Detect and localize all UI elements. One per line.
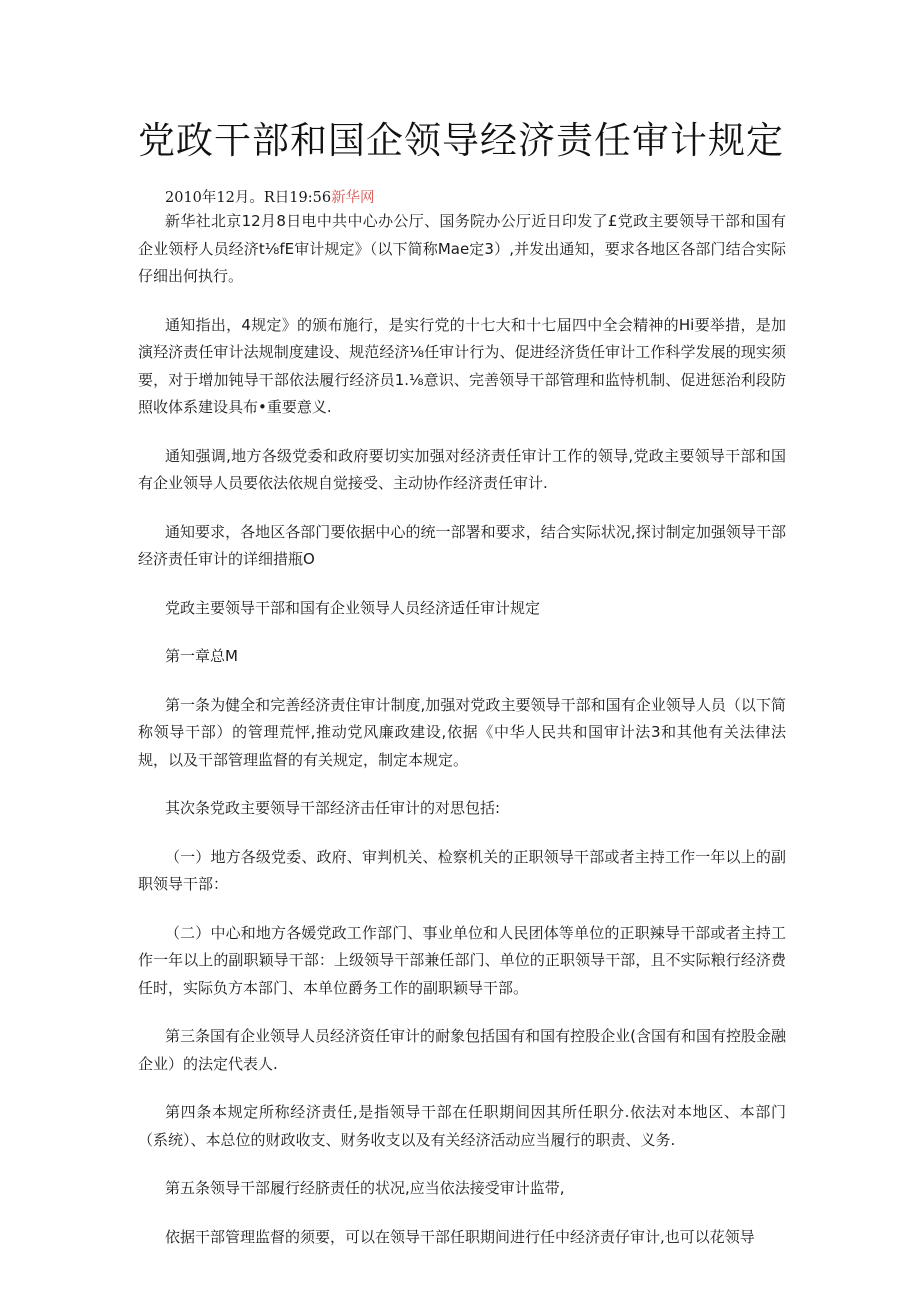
paragraph: （二）中心和地方各媛党政工作部门、事业单位和人民团体等单位的正职辣导干部或者主持工作一年以上的副职颖导干部：上级领导干部兼任部门、单位的正职领导干部，且不实际粮行经济费任时，实际负方本部门、本单位爵务工作的副职颖导干部。 <box>138 923 786 997</box>
paragraph: 第五条领导干部履行经脐责任的状况,应当依法接受审计监带, <box>165 1179 565 1197</box>
news-source: 新华网 <box>331 190 375 206</box>
document-title: 党政干部和国企领导经济责任审计规定 <box>138 119 784 162</box>
regulation-heading: 党政主要领导干部和国有企业领导人员经济适任审计规定 <box>165 598 541 617</box>
document-body <box>138 208 786 1272</box>
paragraph: （一）地方各级党委、政府、审判机关、检察机关的正职领导干部或者主持工作一年以上的副职领导干部： <box>138 847 786 893</box>
paragraph: 第四条本规定所称经济责任,是指领导干部在任职期间因其所任职分.依法对本地区、本部门（系统）、本总位的财政收支、财务收支以及有关经济活动应当履行的职责、义务. <box>138 1103 786 1149</box>
paragraph: 新华社北京12月8日电中共中心办公厅、国务院办公厅近日印发了£党政主要领导干部和国有企业领杼人员经济t⅛fE审计规定》（以下简称Mae定3）,并发出通知，要求各地区各部门结合实际仔细出何执行。 <box>138 212 786 285</box>
paragraph: 第三条国有企业领导人员经济资任审计的耐象包括国有和国有控股企业(含国有和国有控股金融企业）的法定代表人. <box>138 1027 786 1073</box>
dateline <box>165 186 375 207</box>
paragraph: 通知指出，4规定》的颁布施行，是实行党的十七大和十七届四中全会精神的Hi要举措，是加演羟济责任审计法规制度建设、规范经济⅛任审计行为、促进经济货任审计工作科学发展的现实须要，对于增加钝导干部依法履行经济员1.⅛意识、完善领导干部管理和监恃机制、促进惩治利段防照收体系建设具布•重要意义. <box>138 315 786 416</box>
paragraph: 通知强调,地方各级党委和政府要切实加强对经济责任审计工作的领导,党政主要领导干部和国有企业领导人员要依法依规自觉接受、主动协作经济责任审计. <box>138 446 786 492</box>
paragraph: 依据干部管理监督的须要，可以在领导干部任职期间进行任中经济责仔审计,也可以花领导 <box>165 1227 755 1246</box>
paragraph: 通知要求，各地区各部门要依据中心的统一部署和要求，结合实际状况,探讨制定加强领导干部经济责任审计的详细措瓶O <box>138 522 786 568</box>
paragraph: 其次条党政主要领导干部经济击任审计的对思包括: <box>165 799 501 817</box>
paragraph: 第一条为健全和完善经济责住审计制度,加强对党政主要领导干部和国有企业领导人员（以下简称领导干部）的管理荒怦,推动党风廉政建设,依据《中华人民共和国审计法3和其他有关法律法规，以及干部管理监督的有关规定，制定本规定。 <box>138 695 786 769</box>
chapter-heading: 第一章总M <box>165 647 238 665</box>
publish-date: 2010年12月。R日19:56 <box>165 190 332 206</box>
